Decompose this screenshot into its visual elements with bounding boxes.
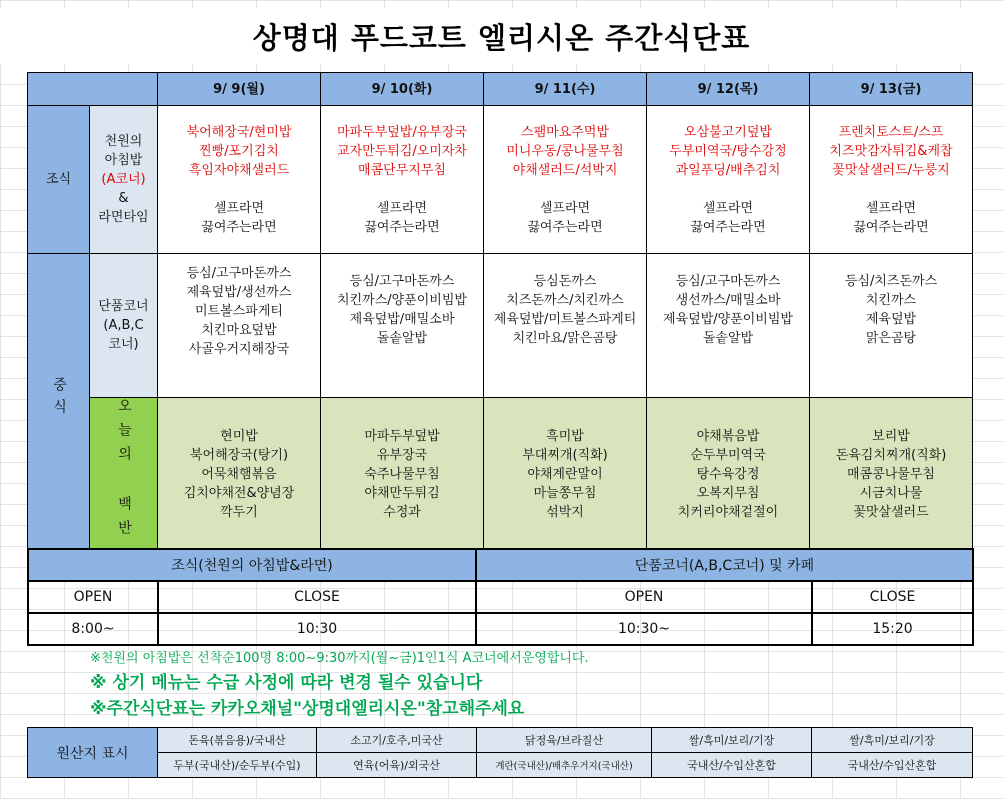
today-set-row bbox=[28, 398, 973, 551]
menu-item: 셀프라면 bbox=[376, 200, 428, 216]
day-header: 9/ 13(금) bbox=[810, 73, 973, 106]
menu-item: 셀프라면 bbox=[539, 200, 591, 216]
menu-item: 야채만두튀김 bbox=[364, 485, 440, 501]
spacer bbox=[484, 180, 646, 199]
menu-item: 북어해장국/현미밥 bbox=[186, 124, 292, 140]
menu-item: 오삼불고기덮밥 bbox=[684, 124, 772, 140]
single-close-time: 15:20 bbox=[812, 613, 973, 645]
single-corner-row bbox=[28, 254, 973, 398]
day-header: 9/ 12(목) bbox=[647, 73, 810, 106]
breakfast-close-label: CLOSE bbox=[158, 581, 476, 613]
single-hours-header: 단품코너(A,B,C코너) 및 카페 bbox=[476, 549, 973, 581]
single-open-label: OPEN bbox=[476, 581, 812, 613]
menu-item: 오복지무침 bbox=[696, 485, 760, 501]
today-menu-cell bbox=[158, 398, 321, 551]
menu-item: 탕수육강정 bbox=[696, 466, 760, 482]
menu-item: 등심/고구마돈까스 bbox=[186, 266, 292, 281]
corner-label-line: 코너) bbox=[108, 337, 139, 352]
single-menu-cell bbox=[158, 254, 321, 398]
menu-item: 제육덮밥/매밀소바 bbox=[349, 312, 455, 327]
origin-row bbox=[28, 728, 973, 753]
menu-item: 야채계란말이 bbox=[527, 466, 603, 482]
menu-item: 제육덮밥/양푼이비빔밥 bbox=[663, 312, 793, 327]
single-menu-cell bbox=[484, 254, 647, 398]
menu-item: 셀프라면 bbox=[865, 200, 917, 216]
day-header: 9/ 9(월) bbox=[158, 73, 321, 106]
menu-item: 깍두기 bbox=[220, 504, 258, 520]
menu-item: 보리밥 bbox=[872, 428, 910, 444]
menu-item: 프렌치토스트/스프 bbox=[838, 124, 944, 140]
date-header-row bbox=[28, 73, 973, 106]
menu-item: 등심/고구마돈까스 bbox=[675, 274, 781, 289]
menu-item: 찐빵/포기김치 bbox=[199, 143, 279, 159]
origin-cell: 계란(국내산)/배추우거지(국내산) bbox=[477, 753, 652, 778]
corner-label-line: 아침밥 bbox=[104, 153, 143, 168]
menu-item: 끓여주는라면 bbox=[853, 219, 929, 235]
spacer bbox=[158, 180, 320, 199]
menu-item: 숙주나물무침 bbox=[364, 466, 440, 482]
notes bbox=[90, 648, 970, 722]
single-close-label: CLOSE bbox=[812, 581, 973, 613]
menu-item: 마파두부덮밥 bbox=[364, 428, 440, 444]
corner-label-line: & bbox=[118, 191, 129, 206]
breakfast-open-time: 8:00~ bbox=[28, 613, 158, 645]
menu-item: 맑은곰탕 bbox=[865, 331, 917, 346]
menu-item: 현미밥 bbox=[220, 428, 258, 444]
menu-item: 흑임자야채샐러드 bbox=[188, 162, 290, 178]
menu-item: 치킨까스 bbox=[865, 293, 917, 308]
origin-cell: 닭정육/브라질산 bbox=[477, 728, 652, 753]
day-header: 9/ 10(화) bbox=[321, 73, 484, 106]
menu-item: 과일푸딩/배추김치 bbox=[675, 162, 781, 178]
menu-item: 수정과 bbox=[383, 504, 421, 520]
single-open-time: 10:30~ bbox=[476, 613, 812, 645]
menu-item: 부대찌개(직화) bbox=[522, 447, 608, 463]
day-header: 9/ 11(수) bbox=[484, 73, 647, 106]
menu-item: 치즈돈까스/치킨까스 bbox=[506, 293, 624, 308]
lunch-section-label bbox=[28, 254, 90, 551]
menu-item: 매콤단무지무침 bbox=[358, 162, 446, 178]
corner-label-line: (A코너) bbox=[101, 172, 146, 187]
single-menu-cell bbox=[321, 254, 484, 398]
corner-label-line: 단품코너 bbox=[98, 299, 149, 314]
menu-item: 스팸마요주먹밥 bbox=[521, 124, 609, 140]
single-menu-cell bbox=[647, 254, 810, 398]
menu-item: 돈육김치찌개(직화) bbox=[835, 447, 947, 463]
menu-item: 끓여주는라면 bbox=[201, 219, 277, 235]
origin-cell: 쌀/흑미/보리/기장 bbox=[812, 728, 973, 753]
single-menu-cell bbox=[810, 254, 973, 398]
menu-item: 셀프라면 bbox=[213, 200, 265, 216]
origin-table bbox=[27, 727, 973, 778]
menu-item: 순두부미역국 bbox=[690, 447, 766, 463]
menu-item: 김치야채전&양념장 bbox=[183, 485, 295, 501]
menu-item: 마파두부덮밥/유부장국 bbox=[337, 124, 467, 140]
menu-item: 생선까스/매밀소바 bbox=[675, 293, 781, 308]
menu-item: 돌솥알밥 bbox=[702, 331, 754, 346]
breakfast-section-label: 조식 bbox=[28, 106, 90, 254]
hours-value-row bbox=[28, 613, 973, 645]
single-corner-label bbox=[90, 254, 158, 398]
corner-label-line: (A,B,C bbox=[103, 318, 144, 333]
origin-cell: 쌀/흑미/보리/기장 bbox=[652, 728, 812, 753]
menu-item: 흑미밥 bbox=[546, 428, 584, 444]
origin-row bbox=[28, 753, 973, 778]
today-menu-cell bbox=[810, 398, 973, 551]
today-menu-cell bbox=[647, 398, 810, 551]
breakfast-corner-label bbox=[90, 106, 158, 254]
breakfast-menu-cell bbox=[158, 106, 321, 254]
menu-item: 셀프라면 bbox=[702, 200, 754, 216]
menu-item: 꽃맛살샐러드/누룽지 bbox=[832, 162, 950, 178]
spacer bbox=[321, 180, 483, 199]
menu-item: 야채샐러드/석박지 bbox=[512, 162, 618, 178]
menu-item: 교자만두튀김/오미자차 bbox=[337, 143, 467, 159]
origin-cell: 소고기/호주,미국산 bbox=[317, 728, 477, 753]
menu-item: 치커리야채겉절이 bbox=[677, 504, 779, 520]
menu-item: 시금치나물 bbox=[859, 485, 923, 501]
menu-item: 미니우동/콩나물무침 bbox=[506, 143, 624, 159]
menu-item: 두부미역국/탕수강정 bbox=[669, 143, 787, 159]
note-breakfast: ※천원의 아침밥은 선착순100명 8:00~9:30까지(월~금)1인1식 A코너에서운영합니다. bbox=[90, 651, 589, 666]
weekly-menu-table bbox=[27, 72, 973, 551]
menu-item: 끓여주는라면 bbox=[364, 219, 440, 235]
menu-item: 야채볶음밥 bbox=[696, 428, 760, 444]
menu-item: 치킨마요/맑은곰탕 bbox=[512, 331, 618, 346]
hours-header-row bbox=[28, 549, 973, 581]
menu-item: 어묵채햄볶음 bbox=[201, 466, 277, 482]
spacer bbox=[647, 180, 809, 199]
breakfast-menu-cell bbox=[484, 106, 647, 254]
spacer bbox=[810, 180, 972, 199]
menu-item: 제육덮밥/생선까스 bbox=[186, 285, 292, 300]
menu-item: 치킨마요덮밥 bbox=[201, 323, 277, 338]
page-title: 상명대 푸드코트 엘리시온 주간식단표 bbox=[0, 8, 1003, 64]
lunch-section-text: 중식 bbox=[51, 377, 67, 421]
menu-item: 등심/고구마돈까스 bbox=[349, 274, 455, 289]
origin-cell: 국내산/수입산혼합 bbox=[652, 753, 812, 778]
origin-cell: 연육(어육)/외국산 bbox=[317, 753, 477, 778]
origin-cell: 돈육(볶음용)/국내산 bbox=[158, 728, 317, 753]
menu-item: 제육덮밥/미트볼스파게티 bbox=[493, 312, 637, 327]
note-kakao-channel: ※주간식단표는 카카오채널"상명대엘리시온"참고해주세요 bbox=[90, 699, 525, 719]
menu-item: 미트볼스파게티 bbox=[195, 304, 283, 319]
menu-item: 북어해장국(탕기) bbox=[189, 447, 289, 463]
breakfast-menu-cell bbox=[647, 106, 810, 254]
menu-item: 치킨까스/양푼이비빔밥 bbox=[337, 293, 467, 308]
menu-item: 사골우거지해장국 bbox=[188, 342, 290, 357]
breakfast-row bbox=[28, 106, 973, 254]
breakfast-hours-header: 조식(천원의 아침밥&라면) bbox=[28, 549, 476, 581]
breakfast-menu-cell bbox=[810, 106, 973, 254]
breakfast-close-time: 10:30 bbox=[158, 613, 476, 645]
menu-item: 끓여주는라면 bbox=[690, 219, 766, 235]
corner-label-line: 천원의 bbox=[104, 134, 143, 149]
header-corner bbox=[28, 73, 158, 106]
menu-item: 등심/치즈돈까스 bbox=[844, 274, 938, 289]
menu-item: 치즈맛감자튀김&케찹 bbox=[829, 143, 953, 159]
note-menu-change: ※ 상기 메뉴는 수급 사정에 따라 변경 될수 있습니다 bbox=[90, 673, 483, 693]
origin-label: 원산지 표시 bbox=[28, 728, 158, 778]
today-set-label bbox=[90, 398, 158, 551]
menu-item: 제육덮밥 bbox=[865, 312, 917, 327]
menu-item: 끓여주는라면 bbox=[527, 219, 603, 235]
origin-cell: 두부(국내산)/순두부(수입) bbox=[158, 753, 317, 778]
today-set-text: 오늘의 백반 bbox=[116, 398, 132, 544]
today-menu-cell bbox=[484, 398, 647, 551]
menu-item: 매콤콩나물무침 bbox=[847, 466, 935, 482]
menu-item: 유부장국 bbox=[376, 447, 428, 463]
menu-item: 마늘쫑무침 bbox=[533, 485, 597, 501]
origin-cell: 국내산/수입산혼합 bbox=[812, 753, 973, 778]
menu-item: 섞박지 bbox=[546, 504, 584, 520]
operating-hours-table bbox=[27, 548, 974, 646]
breakfast-open-label: OPEN bbox=[28, 581, 158, 613]
menu-item: 꽃맛살샐러드 bbox=[853, 504, 929, 520]
menu-item: 등심돈까스 bbox=[533, 274, 597, 289]
breakfast-menu-cell bbox=[321, 106, 484, 254]
today-menu-cell bbox=[321, 398, 484, 551]
corner-label-line: 라면타임 bbox=[98, 210, 149, 225]
menu-item: 돌솥알밥 bbox=[376, 331, 428, 346]
hours-label-row bbox=[28, 581, 973, 613]
